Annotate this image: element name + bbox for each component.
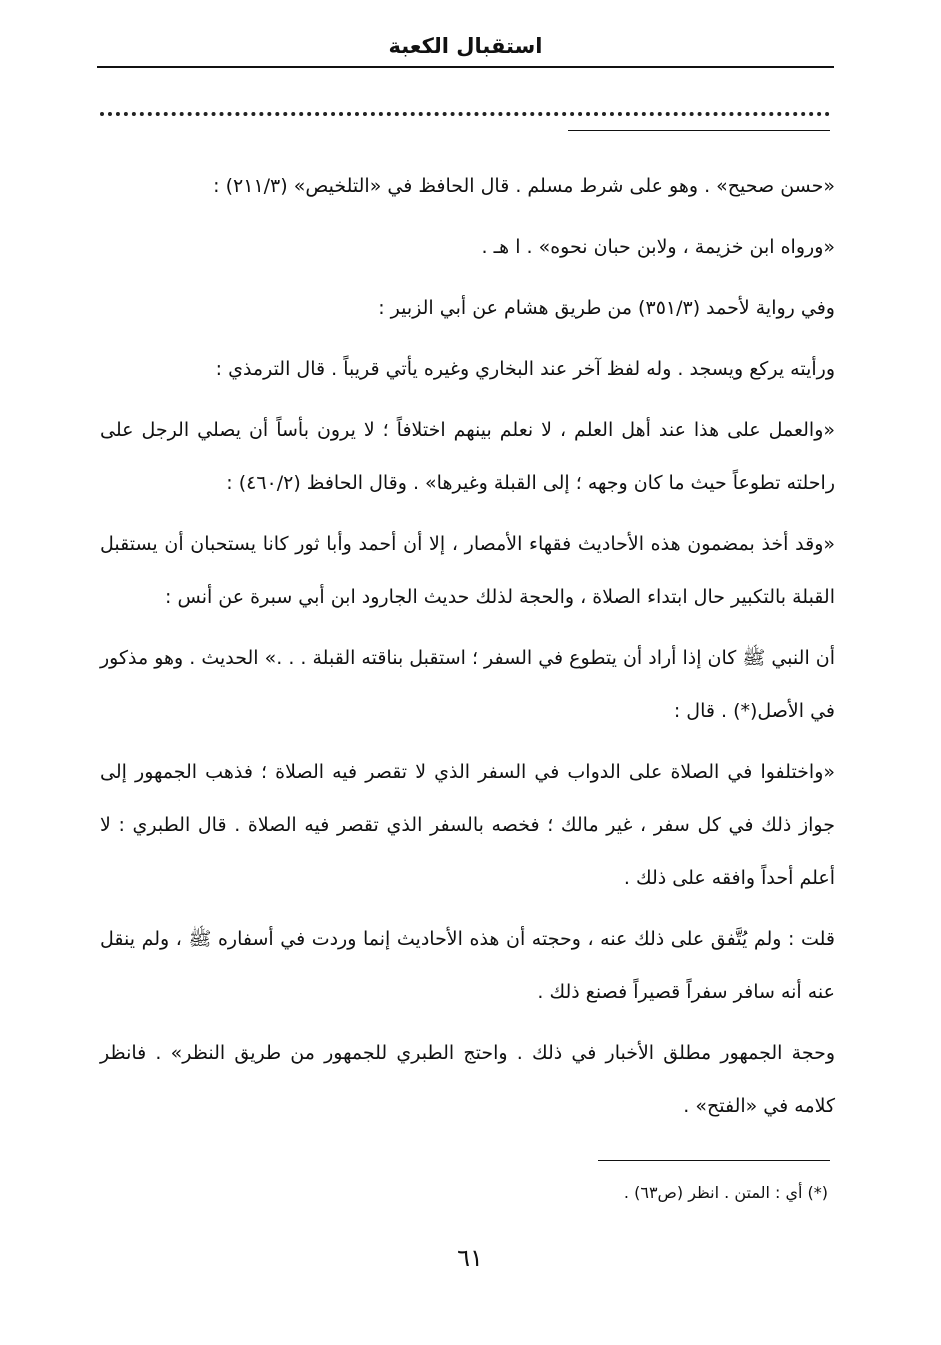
paragraph: قلت : ولم يُتَّفق على ذلك عنه ، وحجته أن هذه الأحاديث إنما وردت في أسفاره ﷺ ، ولم ينقل عنه أنه سافر سفراً قصيراً فصنع ذلك . (100, 928, 835, 1003)
dotted-separator (100, 112, 830, 122)
paragraph: وحجة الجمهور مطلق الأخبار في ذلك . واحتج الطبري للجمهور من طريق النظر» . فانظر كلامه في «الفتح» . (100, 1042, 835, 1117)
running-header: استقبال الكعبة (388, 34, 543, 58)
paragraph: «والعمل على هذا عند أهل العلم ، لا نعلم بينهم اختلافاً ؛ لا يرون بأساً أن يصلي الرجل على راحلته تطوعاً حيث ما كان وجهه ؛ إلى القبلة وغيرها» . وقال الحافظ (٤٦٠/٢) : (100, 419, 835, 494)
paragraph: وفي رواية لأحمد (٣٥١/٣) من طريق هشام عن أبي الزبير : (378, 297, 835, 319)
header-rule (97, 66, 834, 68)
footnote: (*) أي : المتن . انظر (ص٦٣) . (623, 1183, 828, 1202)
paragraph: أن النبي ﷺ كان إذا أراد أن يتطوع في السفر ؛ استقبل بناقته القبلة . . .» الحديث . وهو مذكور في الأصل(*) . قال : (99, 647, 835, 722)
paragraph: «وقد أخذ بمضمون هذه الأحاديث فقهاء الأمصار ، إلا أن أحمد وأبا ثور كانا يستحبان أن يستقبل القبلة بالتكبير حال ابتداء الصلاة ، والحجة لذلك حديث الجارود ابن أبي سبرة عن أنس : (100, 533, 835, 608)
main-text (100, 160, 835, 1141)
paragraph: «ورواه ابن خزيمة ، ولابن حبان نحوه» . ا هـ . (481, 236, 835, 258)
page-number: ٦١ (457, 1244, 483, 1272)
paragraph: ورأيته يركع ويسجد . وله لفظ آخر عند البخاري وغيره يأتي قريباً . قال الترمذي : (215, 358, 835, 380)
short-separator-rule (568, 130, 830, 131)
paragraph: «حسن صحيح» . وهو على شرط مسلم . قال الحافظ في «التلخيص» (٢١١/٣) : (213, 175, 835, 197)
footnote-rule (598, 1160, 830, 1161)
paragraph: «واختلفوا في الصلاة على الدواب في السفر الذي لا تقصر فيه الصلاة ؛ فذهب الجمهور إلى جواز ذلك في كل سفر ، غير مالك ؛ فخصه بالسفر الذي تقصر فيه الصلاة . قال الطبري : لا أعلم أحداً وافقه على ذلك . (100, 761, 835, 889)
